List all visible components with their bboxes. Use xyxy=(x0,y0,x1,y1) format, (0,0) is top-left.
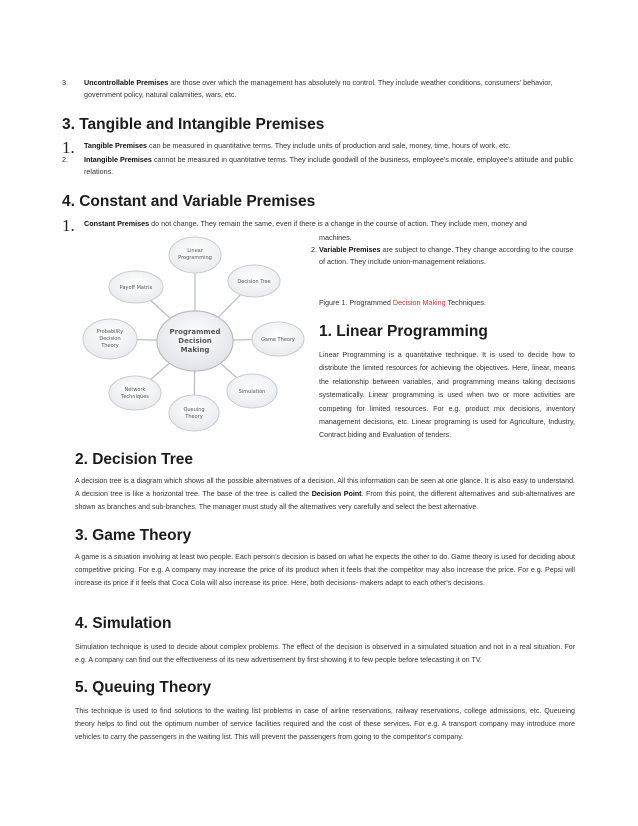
node-label-line: Programming xyxy=(178,255,212,261)
section-heading-constant: 4. Constant and Variable Premises xyxy=(62,193,316,210)
diagram-svg xyxy=(80,215,310,437)
node-label-line: Simulation xyxy=(238,389,266,395)
node-label-line: Queuing xyxy=(183,407,205,413)
decision-tree-text-before: A decision tree is a diagram which shows all the possible alternatives of a decision. All this information can be seen at one glance. It is also easy to understand. A decision tree is like a horizontal tree. The base of the tree is called the xyxy=(75,477,575,498)
node-label-line: Theory xyxy=(185,414,203,420)
decision-tree-text xyxy=(75,475,575,514)
heading-game-theory: 3. Game Theory xyxy=(75,527,192,544)
game-theory-text: A game is a situation involving at least two people. Each person’s decision is based on what he expects the other to do. Game theory is used for deciding about competitive pricing. For e.g. A company may increase the price of its product when it feels that the competitor may also increase the price. For e.g. Pepsi will increase its price if it feels that Coca Cola will also increase its price. Here, both decisions- makers adapt to each other's decisions. xyxy=(75,553,575,587)
diagram-node-game-theory xyxy=(252,322,304,356)
term-decision-point: Decision Point xyxy=(311,490,362,498)
diagram-node-linear-programming xyxy=(169,237,221,273)
heading-simulation: 4. Simulation xyxy=(75,615,172,632)
center-label-line: Programmed xyxy=(169,328,221,336)
node-label-line: Decision xyxy=(99,336,121,342)
queuing-theory-text: This technique is used to find solutions to the waiting list problems in case of airline reservations, railway reservations, college admissions, etc. Queueing theory helps to find out the optimum number of service facilities required and the cost of these services. For e.g. A transport company may introduce more vehicles to carry the passengers in the waiting list. This will prevent the passengers from going to the competitor's company. xyxy=(75,707,575,741)
variable-premises-item xyxy=(319,244,574,268)
list-number: 2. xyxy=(62,155,68,164)
term-variable: Variable Premises xyxy=(319,245,381,254)
caption-suffix: Techniques. xyxy=(445,298,486,307)
diagram-node-simulation xyxy=(227,374,277,408)
diagram-node-payoff-matrix xyxy=(109,271,163,303)
caption-prefix: Figure 1. Programmed xyxy=(319,298,393,307)
node-label-line: Payoff Matrix xyxy=(119,285,153,291)
node-label-line: Techniques xyxy=(121,394,149,400)
diagram-node-probability-decision-theory xyxy=(83,319,137,359)
node-label-line: Probability xyxy=(96,329,124,335)
heading-linear-programming: 1. Linear Programming xyxy=(319,323,488,340)
linear-programming-text: Linear Programming is a quantitative technique. It is used to decide how to distribute the limited resources for achieving the objectives. Here, linear, means the relationship between variables, and programming means taking decisions systematically. Linear programming is used when two or more activities are competing for limited resources. For e.g. product mix decisions, inventory management decisions, etc. Linear programing is used for Agriculture, Industry, Contract biding and Evaluation of tenders. xyxy=(319,351,575,440)
diagram-node-decision-tree xyxy=(228,265,280,297)
term-uncontrollable: Uncontrollable Premises xyxy=(84,78,169,87)
list-number: 2. xyxy=(311,245,317,254)
programmed-decision-diagram xyxy=(80,215,310,437)
item-text: cannot be measured in quantitative terms. They include goodwill of the business, employee's morale, employee's attitude and public relations. xyxy=(84,155,574,176)
item-text: can be measured in quantitative terms. They include units of production and sale, money, time, hours of work, etc. xyxy=(146,141,511,150)
node-label-line: Network xyxy=(124,387,146,393)
figure-caption xyxy=(319,297,486,309)
heading-decision-tree: 2. Decision Tree xyxy=(75,451,194,468)
item-text: do not change. They remain the same, even if there is a change in the course of action. They include men, money and xyxy=(149,219,527,228)
section-heading-tangible: 3. Tangible and Intangible Premises xyxy=(62,116,325,133)
center-label-line: Decision xyxy=(178,337,212,345)
node-label-line: Linear xyxy=(187,248,203,254)
simulation-text: Simulation technique is used to decide about complex problems. The effect of the decision is observed in a simulated situation and not in a real situation. For e.g. A company can find out the effectiveness of its new advertisement by first showing it to few people before telecasting it on TV. xyxy=(75,643,575,664)
decision-tree-text-after: . From this point, the different alternatives and sub-alternatives are shown as branches and sub-branches. The manager must study all the alternatives very carefully and select the best alternative. xyxy=(75,490,575,511)
term-tangible: Tangible Premises xyxy=(84,141,147,150)
list-number: 1. xyxy=(62,138,75,157)
constant-premises-continuation: machines. xyxy=(319,233,352,242)
center-label-line: Making xyxy=(180,346,210,354)
node-label-line: Game Theory xyxy=(261,337,295,343)
term-constant: Constant Premises xyxy=(84,219,150,228)
item-text: are subject to change. They change according to the course of action. They include union-management relations. xyxy=(319,245,574,266)
term-intangible: Intangible Premises xyxy=(84,155,152,164)
tangible-premises-item xyxy=(84,140,574,152)
item-text: are those over which the management has absolutely no control. They include weather conditions, consumers' behavior, government policy, natural calamities, wars, etc. xyxy=(84,78,553,99)
heading-queuing-theory: 5. Queuing Theory xyxy=(75,679,212,696)
decision-making-link[interactable]: Decision Making xyxy=(392,298,446,307)
node-label-line: Decision Tree xyxy=(237,279,271,285)
intangible-premises-item xyxy=(84,154,574,178)
diagram-node-queuing-theory xyxy=(169,395,219,431)
node-label-line: Theory xyxy=(101,343,119,349)
uncontrollable-premises-item xyxy=(84,77,574,101)
list-number: 1. xyxy=(62,216,75,235)
diagram-center-node xyxy=(157,311,233,371)
list-number: 3. xyxy=(62,78,68,87)
diagram-node-network-techniques xyxy=(109,376,161,410)
